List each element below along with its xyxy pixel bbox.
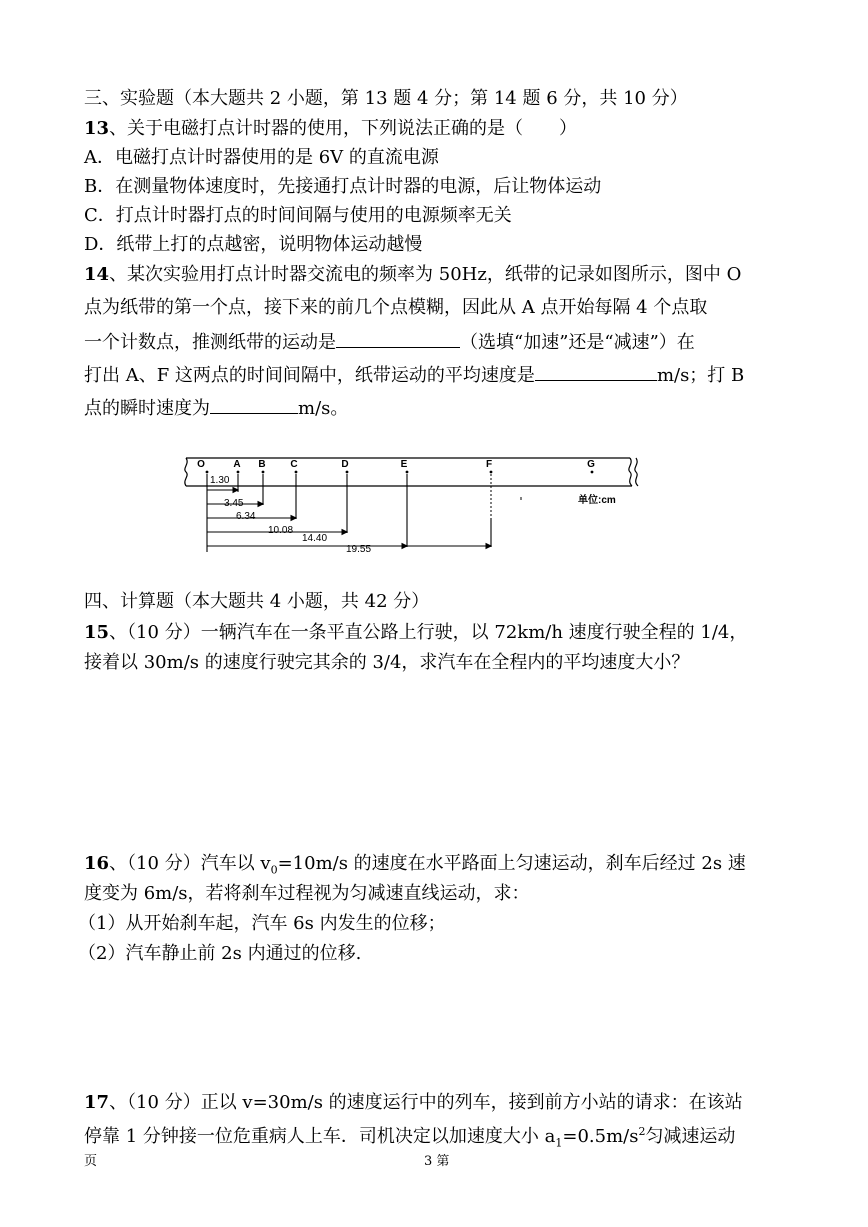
tape-dot [346,471,349,474]
footer-left: 页 [84,1154,98,1169]
q17-number: 17 [84,1092,110,1113]
q15-line2: 接着以 30m/s 的速度行驶完其余的 3/4，求汽车在全程内的平均速度大小？ [84,652,690,673]
q13-number: 13 [84,118,110,139]
tape-distance-label: 1.30 [210,475,230,486]
tape-point-label: C [290,459,298,470]
q13-stem: 、关于电磁打点计时器的使用，下列说法正确的是（ ） [109,118,578,139]
tape-unit-label: 单位:cm [578,495,616,506]
tape-dot [490,471,493,474]
tape-point-label: A [233,459,241,470]
page-number: 3 第 [424,1154,450,1169]
q17-line1: 17、（10 分）正以 v=30m/s 的速度运行中的列车，接到前方小站的请求：在该站 [84,1092,743,1113]
q13-option-a: A．电磁打点计时器使用的是 6V 的直流电源 [84,147,439,168]
q16-line2: 度变为 6m/s，若将刹车过程视为匀减速直线运动，求： [84,883,530,904]
tape-dot [237,471,240,474]
q15-line1: 15、（10 分）一辆汽车在一条平直公路上行驶，以 72km/h 速度行驶全程的 1/4， [84,622,748,643]
tape-point-label: D [341,459,349,470]
tape-dot [295,471,298,474]
tape-dot [262,471,265,474]
tape-point-label: F [485,459,493,470]
q14-number: 14 [84,264,110,285]
tape-dot [406,471,409,474]
section4-heading: 四、计算题（本大题共 4 小题，共 42 分） [84,591,430,612]
q16-number: 16 [84,853,110,874]
tape-dot [591,471,594,474]
q14-blank-motion[interactable] [336,329,460,348]
q17-subscript: 1 [555,1136,563,1150]
q14-blank-b-velocity[interactable] [210,395,298,414]
tape-point-label: G [587,459,595,470]
tape-point-label: E [400,459,408,470]
tape-distance-label: 3.45 [224,498,244,509]
q16-subscript: 0 [270,863,278,877]
q13-stem-line [84,117,577,141]
q17-superscript: 2 [638,1125,646,1138]
section3-heading: 三、实验题（本大题共 2 小题，第 13 题 4 分；第 14 题 6 分，共 10 分） [84,88,688,109]
q17-line2: 停靠 1 分钟接一位危重病人上车．司机决定以加速度大小 $a_1=0.5m/s^2$匀减速运动 [84,1125,736,1150]
tape-distance-label: 10.08 [268,525,294,536]
tape-dot [206,471,209,474]
tape-distance-label: 6.34 [236,511,256,522]
tape-distance-label: 14.40 [302,533,328,544]
q16-sub2: （2）汽车静止前 2s 内通过的位移. [78,943,362,964]
tape-distance-label: 19.55 [346,544,372,555]
q14-line4: 打出 A、F 这两点的时间间隔中，纸带运动的平均速度是 m/s；打 B [84,362,744,388]
q16-line1: 16、（10 分）汽车以 $v_0=10m/s$ 的速度在水平路面上匀速运动，刹车后经过 2s 速 [84,853,746,877]
paper-tape-figure [180,452,646,568]
q13-option-c: C．打点计时器打点的时间间隔与使用的电源频率无关 [84,205,512,226]
tape-point-label: O [197,459,205,470]
tape-point-label: B [258,459,266,470]
q14-line5: 点的瞬时速度为 m/s。 [84,395,348,421]
q16-sub1: （1）从开始刹车起，汽车 6s 内发生的位移； [78,913,446,934]
q13-option-b: B．在测量物体速度时，先接通打点计时器的电源，后让物体运动 [84,176,602,197]
q14-blank-avg-velocity[interactable] [535,362,657,381]
q14-line2: 点为纸带的第一个点，接下来的前几个点模糊，因此从 A 点开始每隔 4 个点取 [84,297,708,318]
q15-number: 15 [84,622,110,643]
q14-line1: 14、某次实验用打点计时器交流电的频率为 50Hz，纸带的记录如图所示，图中 O [84,264,742,285]
q13-option-d: D．纸带上打的点越密，说明物体运动越慢 [84,234,423,255]
q14-line3: 一个计数点，推测纸带的运动是 （选填“加速”还是“减速”）在 [84,329,695,355]
